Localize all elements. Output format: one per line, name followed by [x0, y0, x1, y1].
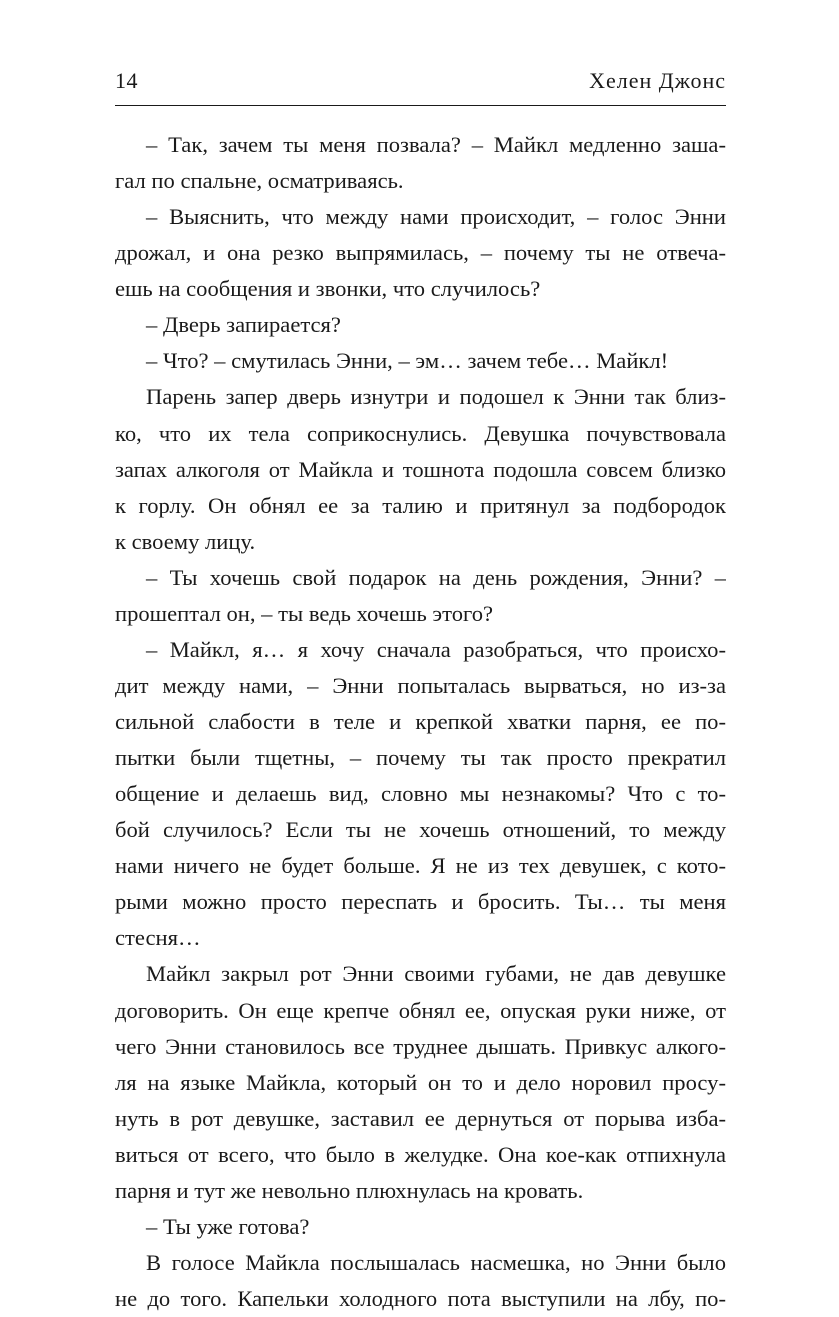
text-line: – Выяснить, что между нами происходит, – голос Энни [146, 204, 726, 230]
text-line: к своему лицу. [115, 528, 256, 554]
text-line: ешь на сообщения и звонки, что случилось? [115, 276, 541, 302]
text-line: к горлу. Он обнял ее за талию и притянул за подбородок [115, 492, 726, 518]
text-line: рыми можно просто переспать и бросить. Ты… ты меня [115, 889, 726, 915]
text-line: бой случилось? Если ты не хочешь отношений, то между [115, 817, 726, 843]
text-line: – Дверь запирается? [146, 312, 341, 338]
text-line: – Майкл, я… я хочу сначала разобраться, что происхо- [146, 636, 726, 662]
text-line: В голосе Майкла послышалась насмешка, но Энни было [146, 1249, 726, 1275]
body-text [115, 127, 726, 1317]
text-line: нами ничего не будет больше. Я не из тех девушек, с кото- [115, 853, 726, 879]
text-line: договорить. Он еще крепче обнял ее, опуская руки ниже, от [115, 997, 726, 1023]
text-line: запах алкоголя от Майкла и тошнота подошла совсем близко [115, 456, 726, 482]
running-head-author: Хелен Джонс [589, 68, 726, 93]
text-line: ля на языке Майкла, который он то и дело норовил просу- [115, 1069, 726, 1095]
text-line: нуть в рот девушке, заставил ее дернуться от порыва изба- [115, 1105, 726, 1131]
text-line: виться от всего, что было в желудке. Она кое-как отпихнула [115, 1141, 726, 1167]
text-line: – Так, зачем ты меня позвала? – Майкл медленно зашa- [146, 132, 726, 157]
text-line: дит между нами, – Энни попыталась вырваться, но из-за [115, 672, 726, 698]
text-line: пытки были тщетны, – почему ты так просто прекратил [115, 745, 726, 771]
text-line: стесня… [115, 925, 201, 951]
text-line: чего Энни становилось все труднее дышать. Привкус алкого- [115, 1033, 726, 1059]
text-line: – Ты уже готова? [146, 1213, 310, 1239]
text-line: ко, что их тела соприкоснулись. Девушка почувствовала [115, 420, 726, 446]
page-header [115, 66, 726, 100]
header-rule [115, 105, 726, 106]
text-line: гал по спальне, осматриваясь. [115, 168, 404, 194]
text-line: прошептал он, – ты ведь хочешь этого? [115, 600, 494, 626]
text-line: не до того. Капельки холодного пота выступили на лбу, по- [115, 1286, 726, 1311]
text-line: Парень запер дверь изнутри и подошел к Энни так близ- [146, 384, 726, 410]
text-line: парня и тут же невольно плюхнулась на кровать. [115, 1177, 584, 1203]
text-line: – Что? – смутилась Энни, – эм… зачем тебе… Майкл! [146, 348, 669, 374]
text-line: общение и делаешь вид, словно мы незнакомы? Что с то- [115, 781, 726, 807]
text-line: – Ты хочешь свой подарок на день рождения, Энни? – [146, 564, 726, 590]
text-line: сильной слабости в теле и крепкой хватки парня, ее по- [115, 709, 726, 734]
page-number: 14 [115, 68, 138, 93]
text-line: Майкл закрыл рот Энни своими губами, не дав девушке [146, 961, 726, 987]
text-line: дрожал, и она резко выпрямилась, – почему ты не отвеча- [115, 240, 726, 266]
